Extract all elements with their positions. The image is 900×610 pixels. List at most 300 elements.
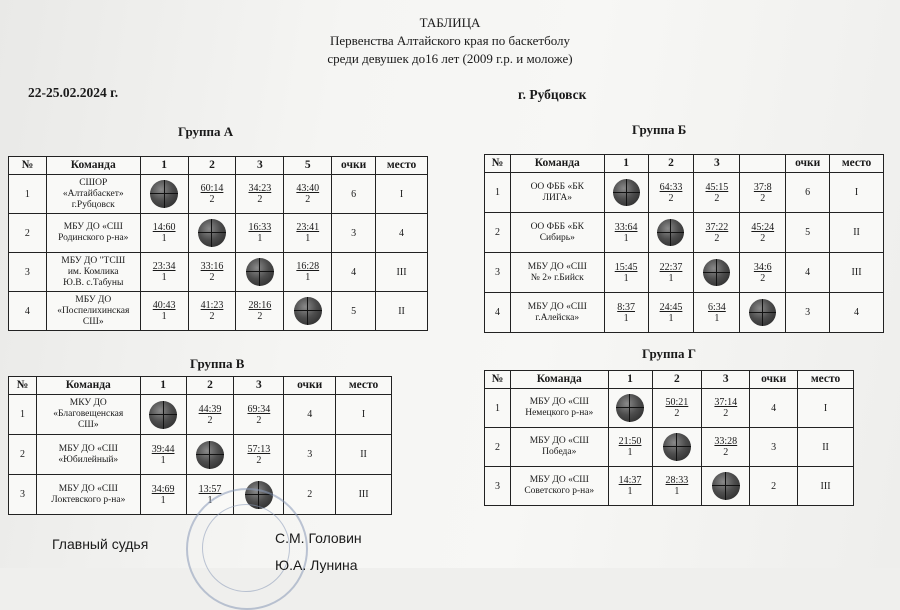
result-cell xyxy=(608,389,652,428)
score-points: 2 xyxy=(714,232,720,244)
score xyxy=(248,222,271,244)
row-number: 2 xyxy=(485,428,511,467)
judge-name: С.М. Головин xyxy=(275,530,362,546)
result-cell xyxy=(284,214,332,253)
score xyxy=(666,397,689,419)
score-points: 1 xyxy=(160,454,166,466)
column-header: № xyxy=(9,157,47,175)
score-value: 33:64 xyxy=(614,221,638,233)
team-name-line: МБУ ДО «СШ xyxy=(527,301,587,312)
result-cell xyxy=(740,213,786,253)
score-points: 1 xyxy=(161,311,167,322)
score-points: 2 xyxy=(714,192,720,204)
column-header: 1 xyxy=(140,377,186,395)
points-cell: 3 xyxy=(786,293,830,333)
column-header: № xyxy=(485,371,511,389)
doc-title: ТАБЛИЦА xyxy=(419,15,481,30)
score xyxy=(714,397,737,419)
result-cell xyxy=(236,175,284,214)
team-name-line: № 2» г.Бийск xyxy=(530,272,584,283)
result-cell xyxy=(140,175,188,214)
table-row xyxy=(485,293,884,333)
column-header: Команда xyxy=(510,371,608,389)
column-header: место xyxy=(798,371,854,389)
event-dates: 22-25.02.2024 г. xyxy=(28,85,119,100)
result-cell xyxy=(648,293,694,333)
team-name-line: «Поспелихинская xyxy=(57,305,130,316)
table-row xyxy=(485,173,884,213)
place-cell: 4 xyxy=(376,214,428,253)
group-v-table xyxy=(8,376,392,515)
score-points: 2 xyxy=(209,194,215,205)
column-header: 1 xyxy=(604,155,648,173)
row-number: 1 xyxy=(9,395,37,435)
score-points: 2 xyxy=(668,192,674,204)
result-cell xyxy=(186,435,234,475)
team-name-line: МБУ ДО «СШ xyxy=(529,475,589,485)
column-header: 5 xyxy=(284,157,332,175)
team-name xyxy=(510,173,604,213)
result-cell xyxy=(236,253,284,292)
team-name-line: Родинского р-на» xyxy=(58,233,129,243)
score-value: 34:23 xyxy=(248,183,272,194)
score-value: 16:33 xyxy=(248,222,272,233)
column-header: очки xyxy=(750,371,798,389)
place-cell: I xyxy=(376,175,428,214)
table-row xyxy=(9,214,428,253)
points-cell: 6 xyxy=(786,173,830,213)
score-points: 1 xyxy=(623,312,629,324)
score-value: 45:24 xyxy=(751,221,775,233)
score-points: 2 xyxy=(723,408,729,419)
score-value: 57:13 xyxy=(247,443,271,455)
table-row xyxy=(485,428,854,467)
result-cell xyxy=(188,292,236,331)
points-cell: 3 xyxy=(284,435,336,475)
score xyxy=(201,300,224,322)
score xyxy=(248,183,271,205)
team-name-line: г.Алейска» xyxy=(535,312,580,323)
column-header: Команда xyxy=(46,157,140,175)
team-name-line: СШ» xyxy=(82,316,104,327)
result-cell xyxy=(652,428,702,467)
result-cell xyxy=(608,428,652,467)
points-cell: 6 xyxy=(332,175,376,214)
result-cell xyxy=(140,253,188,292)
score xyxy=(619,436,642,458)
result-cell xyxy=(740,293,786,333)
score-value: 34:69 xyxy=(151,483,175,495)
team-name-line: Сибирь» xyxy=(539,232,575,243)
basketball-icon xyxy=(749,299,776,326)
score-value: 28:16 xyxy=(248,300,272,311)
result-cell xyxy=(652,389,702,428)
row-number: 4 xyxy=(485,293,511,333)
place-cell: III xyxy=(830,253,884,293)
result-cell xyxy=(284,292,332,331)
team-name-line: МБУ ДО «СШ xyxy=(58,483,118,494)
points-cell: 3 xyxy=(750,428,798,467)
result-cell xyxy=(604,173,648,213)
basketball-icon xyxy=(613,179,640,206)
score xyxy=(751,222,774,244)
team-name-line: МБУ ДО «СШ xyxy=(529,436,589,446)
team-name-line: МБУ ДО «СШ xyxy=(63,222,123,232)
score-points: 2 xyxy=(257,194,263,205)
place-cell: II xyxy=(336,435,392,475)
row-number: 1 xyxy=(485,173,511,213)
column-header: № xyxy=(485,155,511,173)
score-points: 1 xyxy=(668,272,674,284)
team-name xyxy=(510,253,604,293)
result-cell xyxy=(694,253,740,293)
score xyxy=(714,436,737,458)
team-name-line: МБУ ДО «СШ xyxy=(527,261,587,272)
score-value: 28:33 xyxy=(665,475,689,486)
team-name-line: ОО ФББ «БК xyxy=(530,221,584,232)
team-name-line: МБУ ДО «СШ xyxy=(58,443,118,454)
row-number: 2 xyxy=(9,214,47,253)
result-cell xyxy=(648,173,694,213)
team-name-line: Победа» xyxy=(542,447,577,457)
column-header: № xyxy=(9,377,37,395)
score-value: 16:28 xyxy=(296,261,320,272)
score-points: 1 xyxy=(160,494,166,506)
result-cell xyxy=(604,213,648,253)
place-cell: III xyxy=(376,253,428,292)
result-cell xyxy=(284,175,332,214)
score xyxy=(660,302,683,324)
score-points: 2 xyxy=(207,414,213,426)
result-cell xyxy=(604,293,648,333)
column-header: Команда xyxy=(36,377,140,395)
score xyxy=(754,262,772,284)
secretary-name: Ю.А. Лунина xyxy=(275,557,358,573)
score-value: 14:37 xyxy=(618,475,642,486)
row-number: 2 xyxy=(485,213,511,253)
score-points: 2 xyxy=(209,272,215,283)
result-cell xyxy=(234,395,284,435)
team-name xyxy=(36,435,140,475)
score xyxy=(660,182,683,204)
result-cell xyxy=(652,467,702,506)
score xyxy=(615,222,638,244)
score-value: 41:23 xyxy=(200,300,224,311)
score-value: 39:44 xyxy=(151,443,175,455)
column-header xyxy=(740,155,786,173)
team-name-line: Немецкого р-на» xyxy=(525,408,594,418)
score xyxy=(617,302,635,324)
basketball-icon xyxy=(196,441,224,469)
result-cell xyxy=(140,292,188,331)
team-name xyxy=(510,293,604,333)
place-cell: I xyxy=(798,389,854,428)
row-number: 2 xyxy=(9,435,37,475)
row-number: 3 xyxy=(485,253,511,293)
result-cell xyxy=(694,293,740,333)
row-number: 1 xyxy=(485,389,511,428)
result-cell xyxy=(234,435,284,475)
score-points: 2 xyxy=(674,408,680,419)
column-header: 2 xyxy=(648,155,694,173)
team-name-line: МБУ ДО «СШ xyxy=(529,397,589,407)
score-points: 1 xyxy=(623,232,629,244)
table-row xyxy=(9,395,392,435)
column-header: место xyxy=(830,155,884,173)
points-cell: 2 xyxy=(750,467,798,506)
result-cell xyxy=(648,213,694,253)
result-cell xyxy=(236,292,284,331)
team-name-line: г.Рубцовск xyxy=(71,199,115,210)
group-v-title: Группа В xyxy=(190,356,245,371)
column-header: место xyxy=(376,157,428,175)
team-name-line: ЛИГА» xyxy=(542,192,572,203)
place-cell: II xyxy=(376,292,428,331)
score xyxy=(296,222,319,244)
score xyxy=(199,404,222,426)
column-header: 2 xyxy=(188,157,236,175)
score-points: 1 xyxy=(714,312,720,324)
team-name-line: «Алтайбаскет» xyxy=(62,188,124,199)
score xyxy=(152,444,175,466)
table-row xyxy=(485,253,884,293)
score xyxy=(705,182,728,204)
team-name-line: им. Комлика xyxy=(67,266,119,277)
score-points: 1 xyxy=(161,272,167,283)
table-header-row xyxy=(485,371,854,389)
column-header: 3 xyxy=(234,377,284,395)
place-cell: I xyxy=(830,173,884,213)
team-name-line: МБУ ДО xyxy=(75,294,112,305)
place-cell: III xyxy=(336,475,392,515)
basketball-icon xyxy=(294,297,322,325)
score xyxy=(152,484,175,506)
table-row xyxy=(485,467,854,506)
score-points: 2 xyxy=(256,454,262,466)
score-points: 2 xyxy=(209,311,215,322)
score xyxy=(247,444,270,466)
column-header: 1 xyxy=(608,371,652,389)
column-header: 2 xyxy=(652,371,702,389)
group-a-table xyxy=(8,156,428,331)
score-value: 50:21 xyxy=(665,397,689,408)
team-name-line: «Благовещенская xyxy=(53,409,124,419)
score-value: 69:34 xyxy=(247,403,271,415)
basketball-icon xyxy=(703,259,730,286)
score-value: 33:16 xyxy=(200,261,224,272)
team-name xyxy=(46,214,140,253)
column-header: очки xyxy=(786,155,830,173)
column-header: 2 xyxy=(186,377,234,395)
basketball-icon xyxy=(246,258,274,286)
score-value: 37:14 xyxy=(714,397,738,408)
event-city: г. Рубцовск xyxy=(518,87,587,102)
score-points: 2 xyxy=(305,194,311,205)
points-cell: 4 xyxy=(750,389,798,428)
score-points: 1 xyxy=(305,233,311,244)
result-cell xyxy=(604,253,648,293)
score-points: 1 xyxy=(627,447,633,458)
score xyxy=(619,475,642,497)
row-number: 4 xyxy=(9,292,47,331)
score xyxy=(201,183,224,205)
score xyxy=(615,262,638,284)
score-value: 15:45 xyxy=(614,261,638,273)
result-cell xyxy=(694,173,740,213)
score xyxy=(153,300,176,322)
row-number: 3 xyxy=(9,475,37,515)
column-header: 3 xyxy=(694,155,740,173)
score-points: 2 xyxy=(760,192,766,204)
table-header-row xyxy=(9,377,392,395)
score-value: 22:37 xyxy=(659,261,683,273)
table-header-row xyxy=(485,155,884,173)
score-points: 1 xyxy=(305,272,311,283)
column-header: очки xyxy=(284,377,336,395)
score xyxy=(247,404,270,426)
score xyxy=(708,302,726,324)
result-cell xyxy=(702,389,750,428)
score-value: 21:50 xyxy=(618,436,642,447)
team-name-line: МКУ ДО xyxy=(69,398,107,408)
result-cell xyxy=(648,253,694,293)
score-value: 23:41 xyxy=(296,222,320,233)
column-header: 3 xyxy=(702,371,750,389)
team-name-line: Ю.В. с.Табуны xyxy=(63,277,124,288)
table-row xyxy=(9,435,392,475)
column-header: 1 xyxy=(140,157,188,175)
place-cell: II xyxy=(798,428,854,467)
score-points: 2 xyxy=(257,311,263,322)
result-cell xyxy=(186,395,234,435)
group-b-table xyxy=(484,154,884,333)
row-number: 3 xyxy=(9,253,47,292)
basketball-icon xyxy=(616,394,644,422)
result-cell xyxy=(140,214,188,253)
score-value: 37:8 xyxy=(753,181,772,193)
team-name xyxy=(46,253,140,292)
points-cell: 2 xyxy=(284,475,336,515)
basketball-icon xyxy=(663,433,691,461)
score-value: 40:43 xyxy=(152,300,176,311)
points-cell: 4 xyxy=(332,253,376,292)
table-row xyxy=(9,253,428,292)
table-row xyxy=(485,389,854,428)
score-value: 13:57 xyxy=(198,483,222,495)
score xyxy=(660,262,683,284)
score-value: 23:34 xyxy=(152,261,176,272)
score-value: 60:14 xyxy=(200,183,224,194)
place-cell: II xyxy=(830,213,884,253)
score-points: 1 xyxy=(674,486,680,497)
table-header-row xyxy=(9,157,428,175)
result-cell xyxy=(188,175,236,214)
result-cell xyxy=(694,213,740,253)
score-value: 45:15 xyxy=(705,181,729,193)
team-name-line: ОО ФББ «БК xyxy=(530,181,584,192)
result-cell xyxy=(702,467,750,506)
team-name-line: Локтевского р-на» xyxy=(51,494,126,505)
row-number: 1 xyxy=(9,175,47,214)
points-cell: 5 xyxy=(332,292,376,331)
team-name-line: «Юбилейный» xyxy=(58,454,119,465)
points-cell: 4 xyxy=(284,395,336,435)
points-cell: 3 xyxy=(332,214,376,253)
team-name-line: СШОР xyxy=(79,177,108,188)
group-b-title: Группа Б xyxy=(632,122,687,137)
table-row xyxy=(9,175,428,214)
official-stamp xyxy=(186,488,308,610)
basketball-icon xyxy=(657,219,684,246)
place-cell: I xyxy=(336,395,392,435)
place-cell: III xyxy=(798,467,854,506)
team-name xyxy=(46,175,140,214)
doc-subtitle-1: Первенства Алтайского края по баскетболу xyxy=(329,33,571,48)
score-value: 34:6 xyxy=(753,261,772,273)
result-cell xyxy=(188,253,236,292)
score xyxy=(705,222,728,244)
basketball-icon xyxy=(198,219,226,247)
score-points: 1 xyxy=(668,312,674,324)
team-name-line: Советского р-на» xyxy=(524,486,595,496)
doc-subtitle-2: среди девушек до16 лет (2009 г.р. и моложе) xyxy=(327,51,573,66)
score-value: 64:33 xyxy=(659,181,683,193)
score xyxy=(296,183,319,205)
team-name xyxy=(36,475,140,515)
score-value: 33:28 xyxy=(714,436,738,447)
points-cell: 4 xyxy=(786,253,830,293)
team-name xyxy=(510,389,608,428)
score xyxy=(153,222,176,244)
team-name xyxy=(36,395,140,435)
table-row xyxy=(485,213,884,253)
basketball-icon xyxy=(150,180,178,208)
score xyxy=(248,300,271,322)
score xyxy=(296,261,319,283)
score-points: 2 xyxy=(723,447,729,458)
team-name xyxy=(510,467,608,506)
team-name xyxy=(510,213,604,253)
score-points: 1 xyxy=(161,233,167,244)
table-row xyxy=(9,292,428,331)
column-header: очки xyxy=(332,157,376,175)
score-value: 44:39 xyxy=(198,403,222,415)
score-value: 8:37 xyxy=(617,301,635,313)
score-points: 2 xyxy=(760,232,766,244)
row-number: 3 xyxy=(485,467,511,506)
result-cell xyxy=(608,467,652,506)
result-cell xyxy=(236,214,284,253)
score-value: 24:45 xyxy=(659,301,683,313)
team-name xyxy=(46,292,140,331)
score-points: 1 xyxy=(623,272,629,284)
score xyxy=(153,261,176,283)
score-points: 1 xyxy=(627,486,633,497)
result-cell xyxy=(702,428,750,467)
score-value: 14:60 xyxy=(152,222,176,233)
result-cell xyxy=(140,475,186,515)
group-g-table xyxy=(484,370,854,506)
result-cell xyxy=(188,214,236,253)
team-name-line: СШ» xyxy=(77,420,99,430)
judge-label: Главный судья xyxy=(52,536,149,552)
column-header: Команда xyxy=(510,155,604,173)
score-value: 37:22 xyxy=(705,221,729,233)
result-cell xyxy=(284,253,332,292)
team-name-line: МБУ ДО "ТСШ xyxy=(61,255,126,266)
group-g-title: Группа Г xyxy=(642,346,697,361)
result-cell xyxy=(140,395,186,435)
